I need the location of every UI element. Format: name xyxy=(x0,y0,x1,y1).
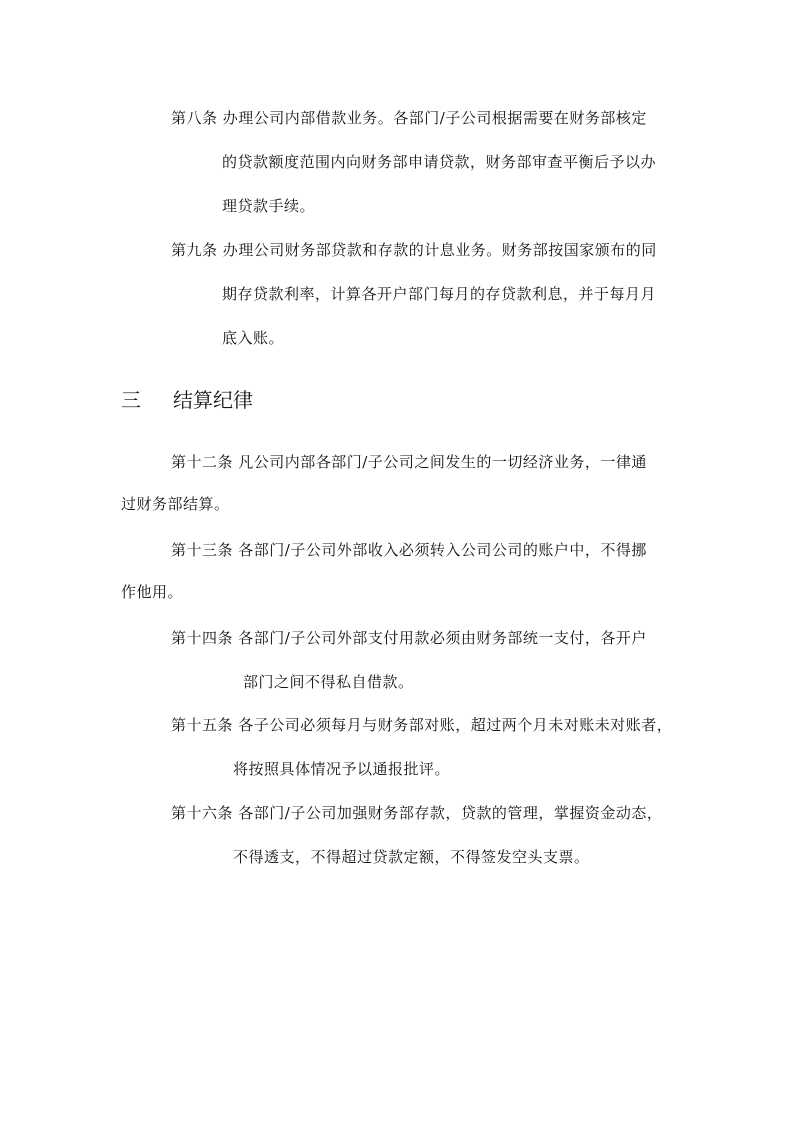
article-12-line-2: 过财务部结算。 xyxy=(121,495,230,513)
article-16-line-1: 第十六条 各部门/子公司加强财务部存款，贷款的管理，掌握资金动态， xyxy=(171,804,663,822)
section-title: 结算纪律 xyxy=(173,388,253,412)
article-8-line-2: 的贷款额度范围内向财务部申请贷款，财务部审查平衡后予以办 xyxy=(222,153,657,171)
article-9-line-3: 底入账。 xyxy=(222,329,285,347)
article-16-line-2: 不得透支，不得超过贷款定额，不得签发空头支票。 xyxy=(233,848,590,866)
section-heading xyxy=(121,387,253,413)
article-15-line-1: 第十五条 各子公司必须每月与财务部对账，超过两个月未对账未对账者， xyxy=(171,716,673,734)
article-14-line-1: 第十四条 各部门/子公司外部支付用款必须由财务部统一支付，各开户 xyxy=(171,629,647,647)
article-8-line-3: 理贷款手续。 xyxy=(222,197,316,215)
article-9-line-2: 期存贷款利率，计算各开户部门每月的存贷款利息，并于每月月 xyxy=(222,285,657,303)
article-14-line-2: 部门之间不得私自借款。 xyxy=(243,673,414,691)
article-8-line-1: 第八条 办理公司内部借款业务。各部门/子公司根据需要在财务部核定 xyxy=(171,109,647,127)
article-12-line-1: 第十二条 凡公司内部各部门/子公司之间发生的一切经济业务，一律通 xyxy=(171,453,647,471)
section-number: 三 xyxy=(121,388,141,412)
article-15-line-2: 将按照具体情况予以通报批评。 xyxy=(233,760,451,778)
article-9-line-1: 第九条 办理公司财务部贷款和存款的计息业务。财务部按国家颁布的同 xyxy=(171,241,657,259)
article-13-line-1: 第十三条 各部门/子公司外部收入必须转入公司公司的账户中，不得挪 xyxy=(171,541,647,559)
article-13-line-2: 作他用。 xyxy=(121,583,184,601)
